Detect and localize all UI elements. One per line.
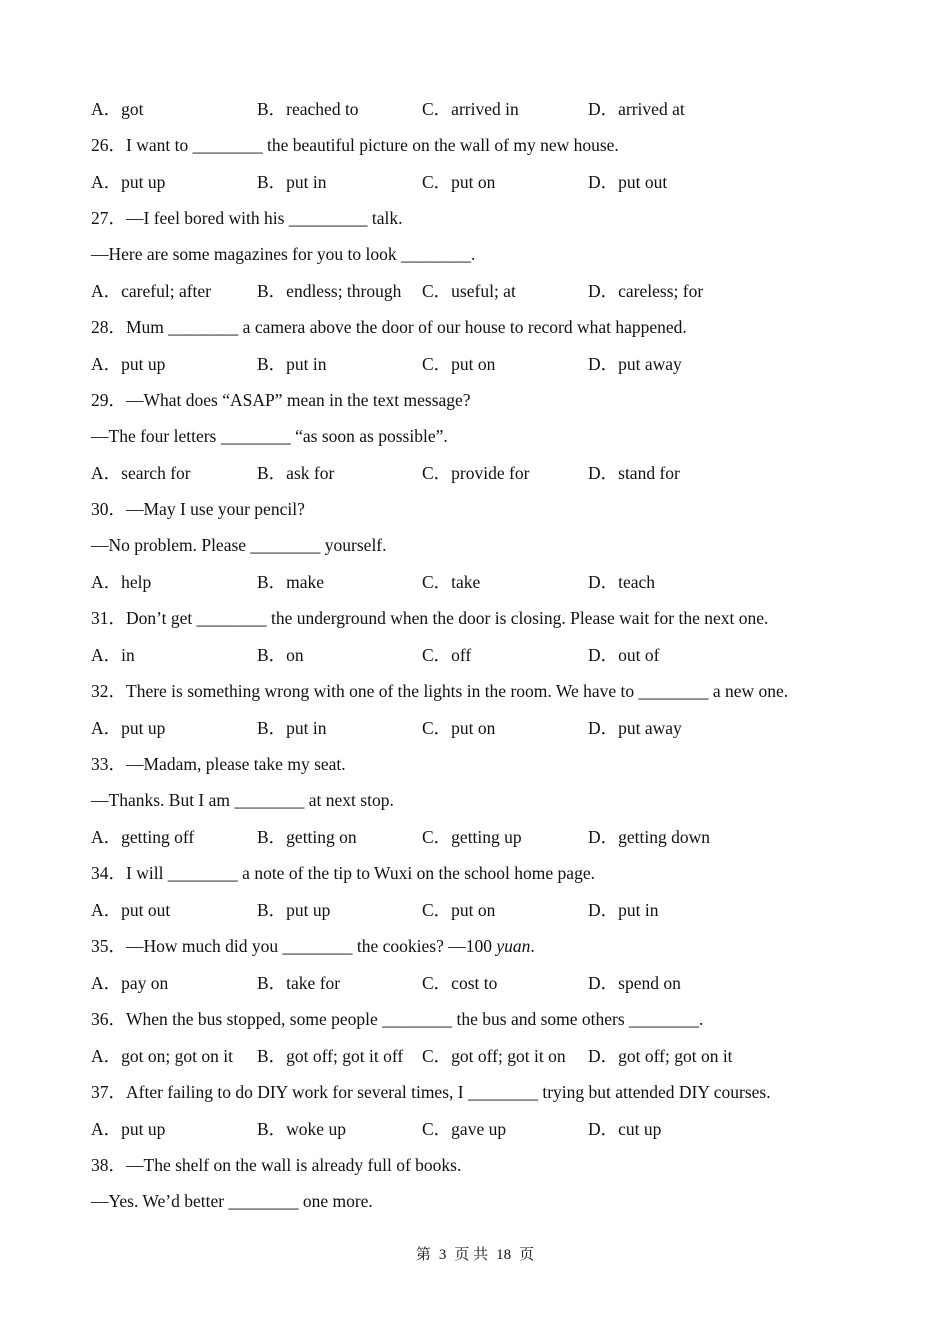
option-d: D．put in [588,900,659,920]
option-a: A．help [91,572,152,592]
option-b: B．put in [257,718,327,738]
option-d: D．put away [588,354,682,374]
page-number: 3 [438,1247,447,1263]
option-d: D．teach [588,572,656,592]
option-b: B．getting on [257,827,357,847]
question-text: 36．When the bus stopped, some people ________ the bus and some others ________. [91,1009,704,1029]
option-c: C．arrived in [422,99,519,119]
option-b: B．take for [257,973,341,993]
option-a: A．put up [91,718,166,738]
option-b: B．got off; got it off [257,1046,404,1066]
option-b: B．put in [257,354,327,374]
question-text: 27．—I feel bored with his _________ talk. [91,208,403,228]
question-text: 34．I will ________ a note of the tip to Wuxi on the school home page. [91,863,595,883]
question-text: 35．—How much did you ________ the cookies? —100 yuan. [91,936,535,956]
option-c: C．put on [422,718,496,738]
option-a: A．got [91,99,144,119]
question-text: 26．I want to ________ the beautiful picture on the wall of my new house. [91,135,619,155]
question-text: 30．—May I use your pencil? [91,499,305,519]
option-a: A．put up [91,1119,166,1139]
option-d: D．getting down [588,827,711,847]
option-d: D．got off; got on it [588,1046,733,1066]
question-text: —Thanks. But I am ________ at next stop. [91,790,394,810]
option-c: C．gave up [422,1119,507,1139]
question-text: —No problem. Please ________ yourself. [91,535,387,555]
option-a: A．careful; after [91,281,211,301]
option-b: B．put in [257,172,327,192]
option-a: A．put up [91,172,166,192]
option-b: B．woke up [257,1119,346,1139]
footer-prefix: 第 [415,1247,431,1263]
footer-mid: 页 共 [454,1247,489,1263]
option-a: A．got on; got on it [91,1046,233,1066]
option-a: A．getting off [91,827,195,847]
question-text: —Here are some magazines for you to look ________. [91,244,476,264]
option-b: B．make [257,572,325,592]
page-total: 18 [496,1247,512,1263]
option-a: A．pay on [91,973,169,993]
option-b: B．endless; through [257,281,402,301]
question-text: 38．—The shelf on the wall is already full of books. [91,1155,462,1175]
option-c: C．useful; at [422,281,516,301]
option-c: C．put on [422,172,496,192]
option-d: D．cut up [588,1119,662,1139]
option-a: A．put out [91,900,171,920]
option-b: B．reached to [257,99,359,119]
question-text: 29．—What does “ASAP” mean in the text message? [91,390,471,410]
option-d: D．stand for [588,463,680,483]
question-text: 28．Mum ________ a camera above the door of our house to record what happened. [91,317,687,337]
option-b: B．put up [257,900,331,920]
option-d: D．out of [588,645,660,665]
option-c: C．cost to [422,973,498,993]
option-c: C．put on [422,354,496,374]
page-footer [0,1245,950,1265]
option-d: D．put away [588,718,682,738]
option-d: D．spend on [588,973,681,993]
option-b: B．on [257,645,304,665]
question-text: 32．There is something wrong with one of the lights in the room. We have to ________ a new one. [91,681,789,701]
footer-suffix: 页 [519,1247,535,1263]
option-c: C．provide for [422,463,530,483]
question-text: —The four letters ________ “as soon as possible”. [91,426,448,446]
option-a: A．search for [91,463,191,483]
option-c: C．getting up [422,827,522,847]
option-c: C．take [422,572,481,592]
option-d: D．arrived at [588,99,685,119]
question-text: 37．After failing to do DIY work for several times, I ________ trying but attended DIY courses. [91,1082,771,1102]
question-text: 33．—Madam, please take my seat. [91,754,346,774]
option-d: D．careless; for [588,281,704,301]
option-a: A．put up [91,354,166,374]
option-a: A．in [91,645,135,665]
option-c: C．off [422,645,472,665]
option-d: D．put out [588,172,668,192]
question-text: 31．Don’t get ________ the underground when the door is closing. Please wait for the next one. [91,608,769,628]
option-c: C．put on [422,900,496,920]
question-text: —Yes. We’d better ________ one more. [91,1191,373,1211]
option-c: C．got off; got it on [422,1046,566,1066]
option-b: B．ask for [257,463,335,483]
